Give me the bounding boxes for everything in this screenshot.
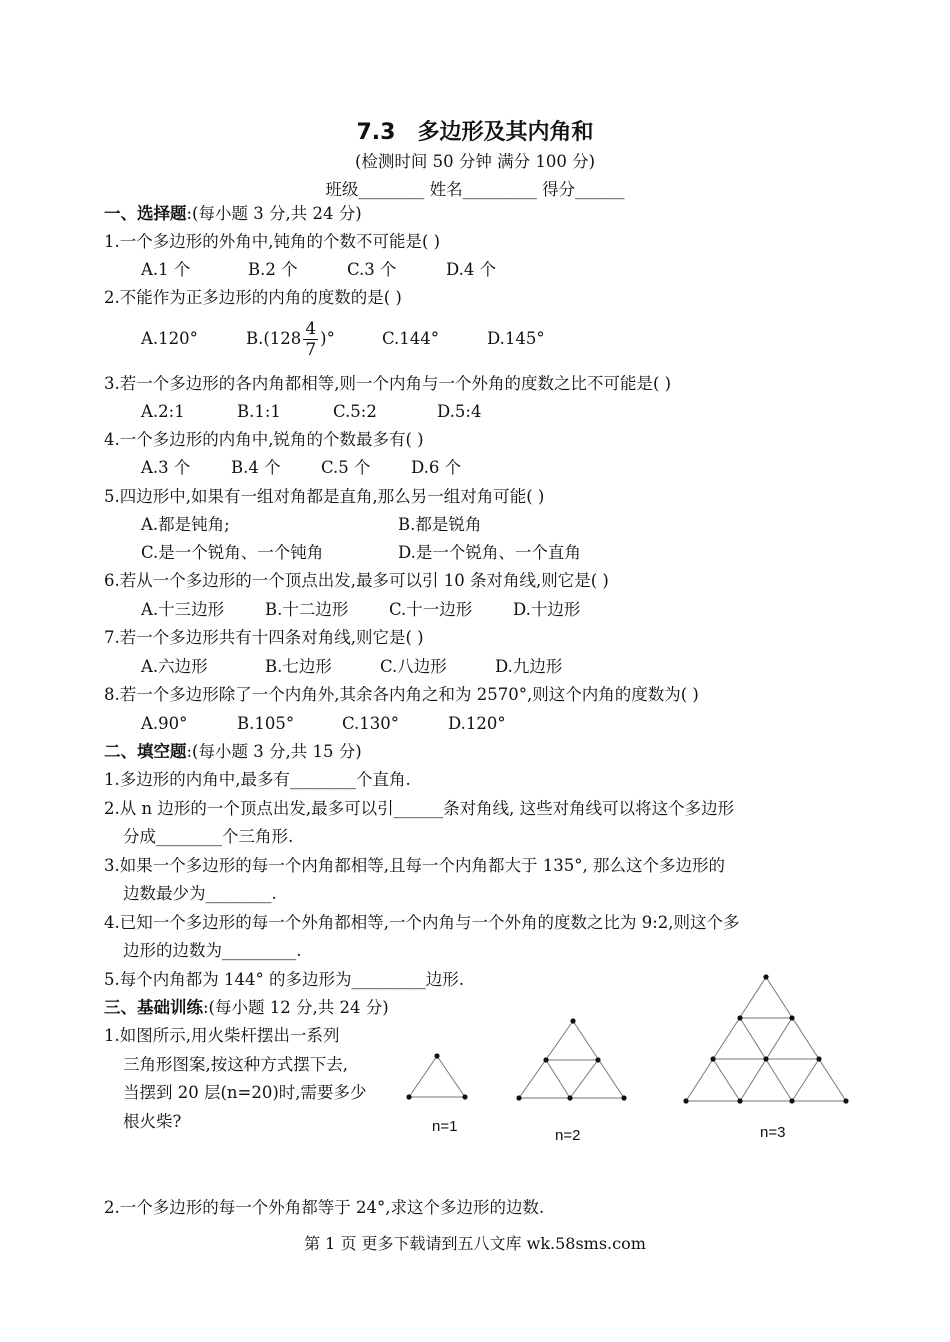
option-b: B.1:1: [237, 402, 281, 421]
page-title: 7.3 多边形及其内角和: [356, 120, 594, 145]
option-c: C.3 个: [347, 260, 397, 279]
section1-heading: 一、选择题: [104, 204, 187, 223]
option-a: A.2:1: [141, 402, 185, 421]
subtitle: (检测时间 50 分钟 满分 100 分): [354, 152, 596, 171]
option-c: C.144°: [382, 329, 440, 348]
q2-2-text-line1: 2.从 n 边形的一个顶点出发,最多可以引______条对角线, 这些对角线可以将这个多边形: [104, 799, 735, 818]
figure-label-n2: n=2: [555, 1127, 581, 1144]
option-d: D.6 个: [411, 458, 462, 477]
option-c: C.130°: [342, 714, 400, 733]
q1-2-text: 2.不能作为正多边形的内角的度数的是( ): [104, 288, 402, 307]
q1-1-text: 1.一个多边形的外角中,钝角的个数不可能是( ): [104, 232, 441, 251]
triangle-figure-n1: [409, 1056, 465, 1097]
option-a: A.1 个: [141, 260, 191, 279]
q1-6-text: 6.若从一个多边形的一个顶点出发,最多可以引 10 条对角线,则它是( ): [104, 571, 609, 590]
option-c: C.5 个: [321, 458, 371, 477]
q3-1-text-line1: 1.如图所示,用火柴杆摆出一系列: [104, 1026, 340, 1045]
q1-5-text: 5.四边形中,如果有一组对角都是直角,那么另一组对角可能( ): [104, 487, 545, 506]
q3-1-text-line3: 当摆到 20 层(n=20)时,需要多少: [123, 1083, 367, 1102]
q1-7-text: 7.若一个多边形共有十四条对角线,则它是( ): [104, 628, 424, 647]
option-b: B.2 个: [248, 260, 298, 279]
option-d: D.是一个锐角、一个直角: [398, 543, 581, 562]
triangle-figure-n3: [686, 977, 846, 1101]
q2-5-text: 5.每个内角都为 144° 的多边形为_________边形.: [104, 970, 464, 989]
q2-2-text-line2: 分成________个三角形.: [123, 827, 294, 846]
q1-4-text: 4.一个多边形的内角中,锐角的个数最多有( ): [104, 430, 424, 449]
figure-label-n1: n=1: [432, 1118, 458, 1135]
figure-label-n3: n=3: [760, 1124, 786, 1141]
q1-8-text: 8.若一个多边形除了一个内角外,其余各内角之和为 2570°,则这个内角的度数为( ): [104, 685, 699, 704]
option-b-prefix: B.(128: [246, 329, 302, 348]
option-d: D.九边形: [495, 657, 563, 676]
option-d: D.十边形: [513, 600, 581, 619]
option-a: A.十三边形: [141, 600, 225, 619]
fraction-numerator: 4: [305, 319, 317, 339]
option-a: A.六边形: [141, 657, 208, 676]
option-a: A.120°: [141, 329, 198, 348]
option-d: D.120°: [448, 714, 506, 733]
section2-note: :(每小题 3 分,共 15 分): [186, 742, 362, 761]
q3-1-text-line4: 根火柴?: [123, 1112, 182, 1131]
q1-3-text: 3.若一个多边形的各内角都相等,则一个内角与一个外角的度数之比不可能是( ): [104, 374, 672, 393]
option-b: B.七边形: [265, 657, 332, 676]
option-d: D.145°: [487, 329, 545, 348]
q2-3-text-line2: 边数最少为________.: [123, 884, 277, 903]
section2-heading: 二、填空题: [104, 742, 187, 761]
option-a: A.3 个: [141, 458, 191, 477]
section3-note: :(每小题 12 分,共 24 分): [203, 998, 389, 1017]
q3-1-text-line2: 三角形图案,按这种方式摆下去,: [123, 1055, 348, 1074]
option-c: C.5:2: [333, 402, 377, 421]
fraction-denominator: 7: [305, 340, 317, 360]
section1-note: :(每小题 3 分,共 24 分): [186, 204, 362, 223]
option-a: A.90°: [141, 714, 188, 733]
triangle-figure-n2: [519, 1021, 624, 1098]
q2-4-text-line1: 4.已知一个多边形的每一个外角都相等,一个内角与一个外角的度数之比为 9:2,则这个多: [104, 913, 740, 932]
option-b: B.十二边形: [265, 600, 349, 619]
q2-3-text-line1: 3.如果一个多边形的每一个内角都相等,且每一个内角都大于 135°, 那么这个多边形的: [104, 856, 725, 875]
info-line: 班级________ 姓名_________ 得分______: [325, 180, 625, 199]
section3-heading: 三、基础训练: [104, 998, 203, 1017]
option-b: B.都是锐角: [398, 515, 482, 534]
option-d: D.4 个: [446, 260, 497, 279]
q2-4-text-line2: 边形的边数为_________.: [123, 941, 302, 960]
option-c: C.是一个锐角、一个钝角: [141, 543, 324, 562]
option-a: A.都是钝角;: [141, 515, 230, 534]
page-footer: 第 1 页 更多下载请到五八文库 wk.58sms.com: [304, 1234, 646, 1253]
option-b-suffix: )°: [320, 329, 335, 348]
option-d: D.5:4: [437, 402, 482, 421]
option-b: B.4 个: [231, 458, 281, 477]
q3-2-text: 2.一个多边形的每一个外角都等于 24°,求这个多边形的边数.: [104, 1198, 545, 1217]
q2-1-text: 1.多边形的内角中,最多有________个直角.: [104, 770, 411, 789]
option-c: C.八边形: [380, 657, 447, 676]
option-b: B.105°: [237, 714, 295, 733]
option-c: C.十一边形: [389, 600, 473, 619]
